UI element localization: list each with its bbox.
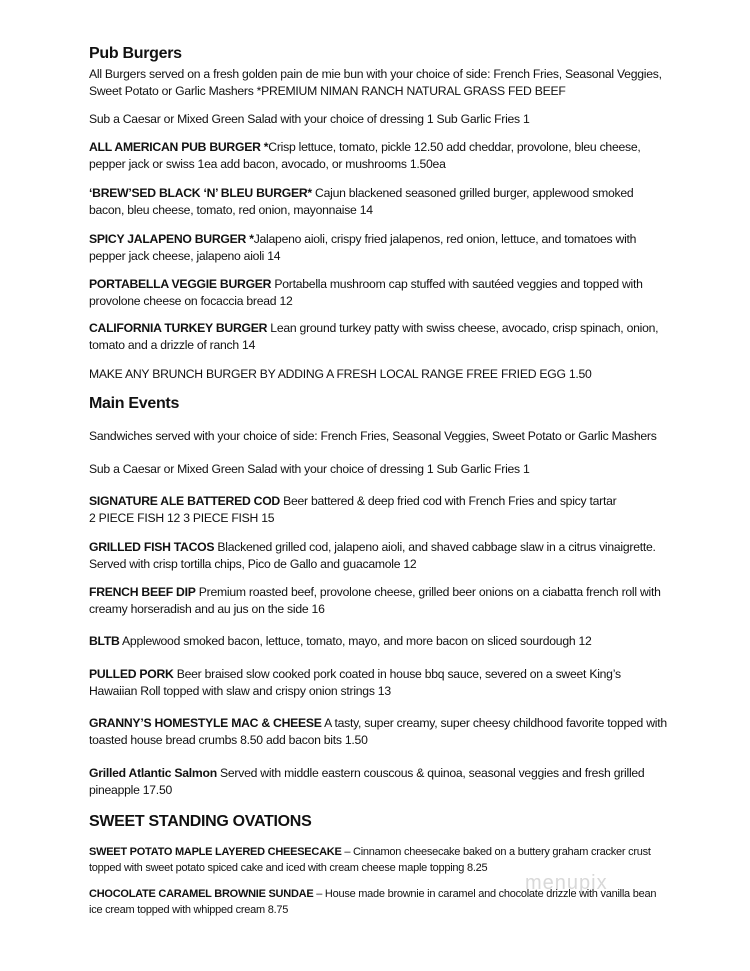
menu-item	[89, 139, 669, 172]
main-events-intro: Sandwiches served with your choice of side: French Fries, Seasonal Veggies, Sweet Potato or Garlic Mashers	[89, 429, 657, 443]
menu-item	[89, 493, 669, 526]
section-heading-desserts: SWEET STANDING OVATIONS	[89, 813, 312, 830]
item-name: GRILLED FISH TACOS	[89, 540, 215, 554]
pub-burgers-sub-note: Sub a Caesar or Mixed Green Salad with your choice of dressing 1 Sub Garlic Fries 1	[89, 112, 530, 126]
item-desc: Served with middle eastern couscous & quinoa, seasonal veggies and fresh grilled pineapple 17.50	[89, 766, 645, 797]
item-name: PORTABELLA VEGGIE BURGER	[89, 277, 272, 291]
menu-item	[89, 584, 669, 617]
item-desc: Lean ground turkey patty with swiss cheese, avocado, crisp spinach, onion, tomato and a drizzle of ranch 14	[89, 321, 659, 352]
item-desc: – House made brownie in caramel and chocolate drizzle with vanilla bean ice cream topped with whipped cream 8.75	[89, 888, 657, 916]
item-desc: Blackened grilled cod, jalapeno aioli, and shaved cabbage slaw in a citrus vinaigrette. Served with crisp tortilla chips, Pico de Gallo and guacamole 12	[89, 540, 656, 571]
item-desc: Beer braised slow cooked pork coated in house bbq sauce, severed on a sweet King’s Hawaiian Roll topped with slaw and crispy onion strings 13	[89, 667, 621, 698]
item-name: ‘BREW’SED BLACK ‘N’ BLEU BURGER*	[89, 186, 312, 200]
item-extra: 2 PIECE FISH 12 3 PIECE FISH 15	[89, 510, 275, 525]
item-desc: Portabella mushroom cap stuffed with sautéed veggies and topped with provolone cheese on focaccia bread 12	[89, 277, 643, 308]
item-name: CHOCOLATE CARAMEL BROWNIE SUNDAE	[89, 888, 314, 900]
watermark: menupix	[525, 872, 608, 894]
menu-item	[89, 276, 669, 309]
item-desc: Jalapeno aioli, crispy fried jalapenos, red onion, lettuce, and tomatoes with pepper jack cheese, jalapeno aioli 14	[89, 232, 637, 263]
item-name: GRANNY’S HOMESTYLE MAC & CHEESE	[89, 716, 322, 730]
item-name: PULLED PORK	[89, 667, 174, 681]
item-name: SPICY JALAPENO BURGER *	[89, 232, 254, 246]
item-name: ALL AMERICAN PUB BURGER *	[89, 140, 269, 154]
menu-item	[89, 185, 669, 218]
egg-note: MAKE ANY BRUNCH BURGER BY ADDING A FRESH LOCAL RANGE FREE FRIED EGG 1.50	[89, 367, 592, 381]
menu-item	[89, 539, 669, 572]
main-events-sub-note: Sub a Caesar or Mixed Green Salad with your choice of dressing 1 Sub Garlic Fries 1	[89, 462, 530, 476]
item-desc: Premium roasted beef, provolone cheese, grilled beer onions on a ciabatta french roll with creamy horseradish and au jus on the side 16	[89, 585, 661, 616]
item-desc: – Cinnamon cheesecake baked on a buttery graham cracker crust topped with sweet potato spiced cake and iced with cream cheese maple topping 8.25	[89, 846, 651, 874]
section-heading-main-events: Main Events	[89, 395, 180, 412]
item-desc: Cajun blackened seasoned grilled burger, applewood smoked bacon, bleu cheese, tomato, red onion, mayonnaise 14	[89, 186, 634, 217]
menu-item	[89, 666, 669, 699]
item-desc: Crisp lettuce, tomato, pickle 12.50 add cheddar, provolone, bleu cheese, pepper jack or swiss 1ea add bacon, avocado, or mushrooms 1.50ea	[89, 140, 641, 171]
item-name: Grilled Atlantic Salmon	[89, 766, 217, 780]
item-desc: A tasty, super creamy, super cheesy childhood favorite topped with toasted house bread crumbs 8.50 add bacon bits 1.50	[89, 716, 667, 747]
item-name: FRENCH BEEF DIP	[89, 585, 196, 599]
item-name: CALIFORNIA TURKEY BURGER	[89, 321, 268, 335]
menu-item	[89, 715, 669, 748]
item-desc: Applewood smoked bacon, lettuce, tomato, mayo, and more bacon on sliced sourdough 12	[119, 634, 592, 648]
menu-item	[89, 231, 669, 264]
section-heading-pub-burgers: Pub Burgers	[89, 45, 182, 62]
menu-item	[89, 320, 669, 353]
item-name: SWEET POTATO MAPLE LAYERED CHEESECAKE	[89, 846, 342, 858]
menu-item	[89, 765, 669, 798]
item-name: SIGNATURE ALE BATTERED COD	[89, 494, 280, 508]
pub-burgers-intro: All Burgers served on a fresh golden pain de mie bun with your choice of side: French Fries, Seasonal Veggies, Sweet Potato or Garlic Mashers *PREMIUM NIMAN RANCH NATURAL GRASS FED BEEF	[89, 67, 662, 98]
item-name: BLTB	[89, 634, 120, 648]
menu-item	[89, 633, 669, 650]
item-desc: Beer battered & deep fried cod with French Fries and spicy tartar	[279, 494, 617, 508]
